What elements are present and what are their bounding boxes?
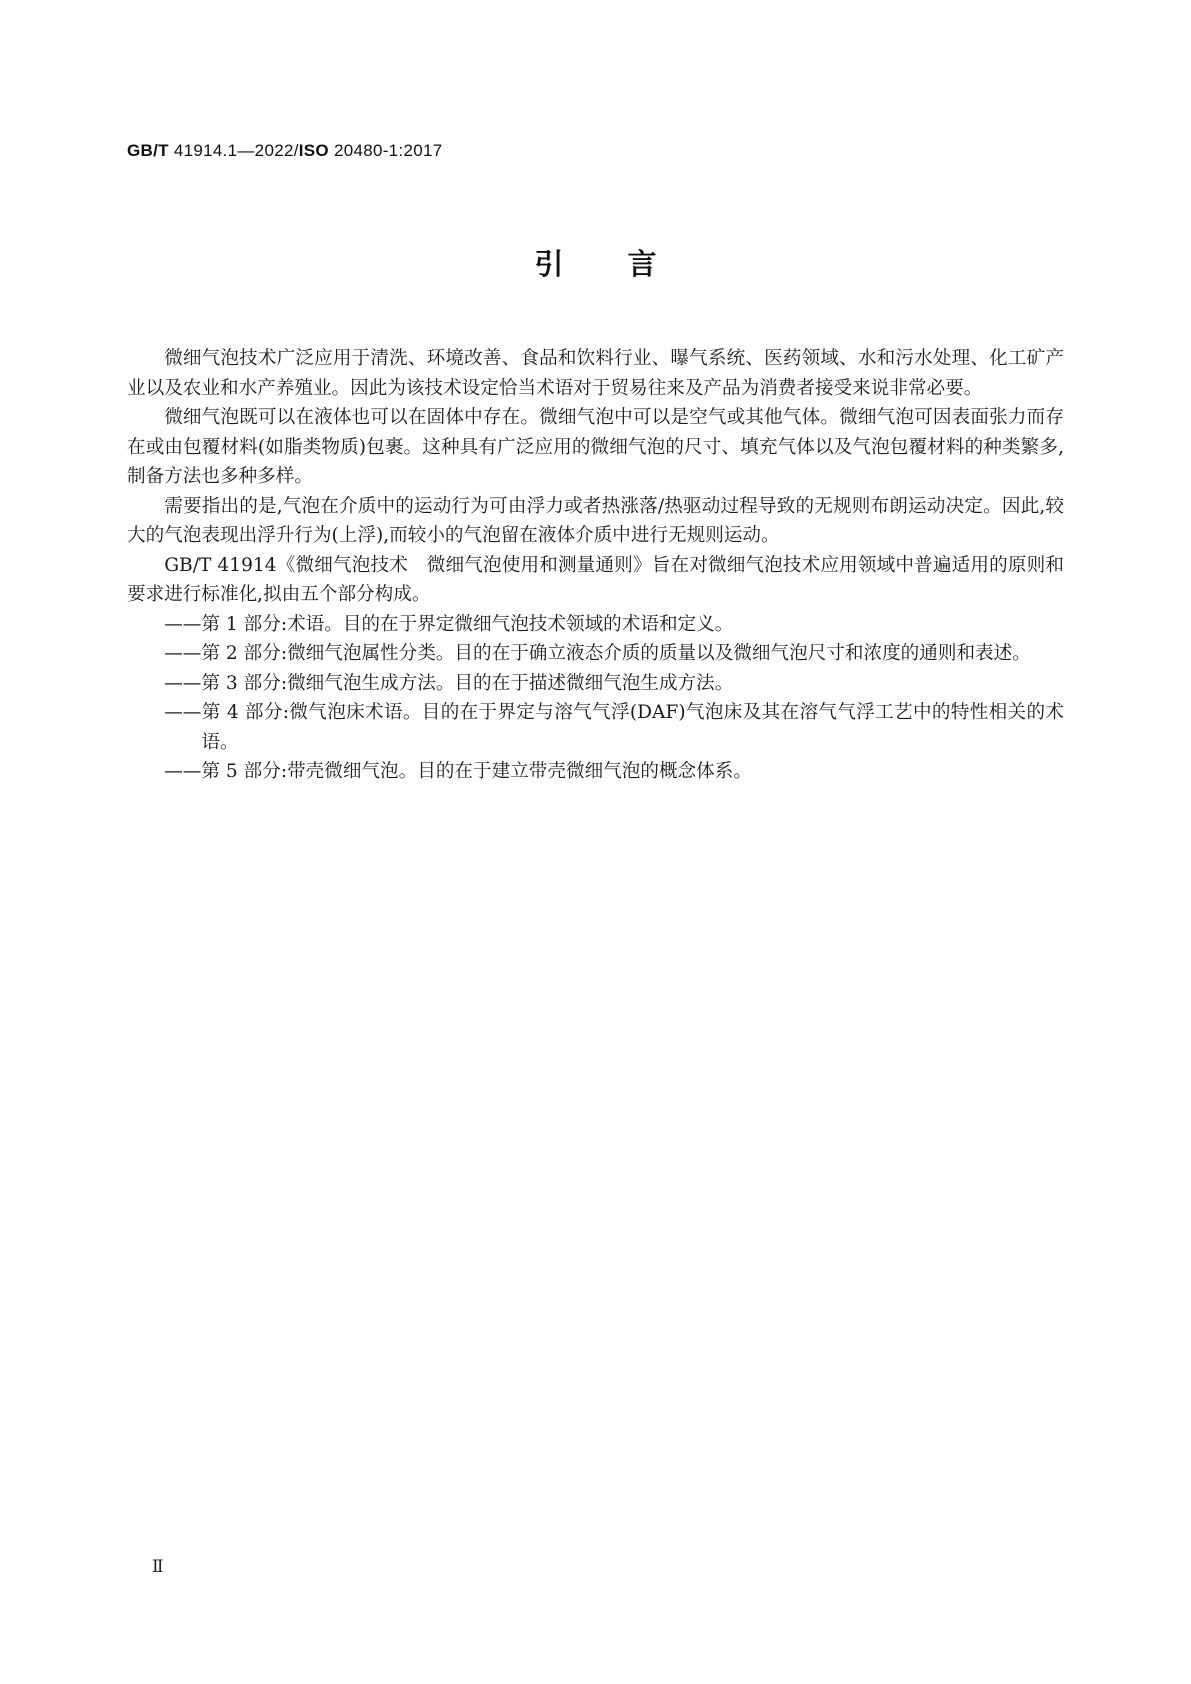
introduction-body — [127, 344, 1064, 787]
part-list-item: ——第 1 部分:术语。目的在于界定微细气泡技术领域的术语和定义。 — [164, 613, 734, 635]
part-list-item: ——第 4 部分:微气泡床术语。目的在于界定与溶气气浮(DAF)气泡床及其在溶气气浮工艺中的特性相关的术语。 — [164, 702, 1064, 753]
iso-number: 20480-1:2017 — [328, 141, 443, 160]
iso-prefix: ISO — [298, 141, 329, 160]
standard-number: 41914.1—2022/ — [168, 141, 299, 160]
document-header — [127, 141, 442, 161]
paragraph: 需要指出的是,气泡在介质中的运动行为可由浮力或者热涨落/热驱动过程导致的无规则布朗运动决定。因此,较大的气泡表现出浮升行为(上浮),而较小的气泡留在液体介质中进行无规则运动。 — [127, 495, 1064, 546]
part-list-item: ——第 3 部分:微细气泡生成方法。目的在于描述微细气泡生成方法。 — [164, 672, 734, 694]
paragraph: GB/T 41914《微细气泡技术 微细气泡使用和测量通则》旨在对微细气泡技术应用领域中普遍适用的原则和要求进行标准化,拟由五个部分构成。 — [127, 554, 1064, 605]
paragraph: 微细气泡技术广泛应用于清洗、环境改善、食品和饮料行业、曝气系统、医药领域、水和污水处理、化工矿产业以及农业和水产养殖业。因此为该技术设定恰当术语对于贸易往来及产品为消费者接受来说非常必要。 — [127, 348, 1064, 399]
part-list-item: ——第 5 部分:带壳微细气泡。目的在于建立带壳微细气泡的概念体系。 — [164, 761, 752, 782]
paragraph: 微细气泡既可以在液体也可以在固体中存在。微细气泡中可以是空气或其他气体。微细气泡可因表面张力而存在或由包覆材料(如脂类物质)包裹。这种具有广泛应用的微细气泡的尺寸、填充气体以及气泡包覆材料的种类繁多,制备方法也多种多样。 — [127, 407, 1064, 487]
part-list-item: ——第 2 部分:微细气泡属性分类。目的在于确立液态介质的质量以及微细气泡尺寸和浓度的通则和表述。 — [164, 643, 1031, 664]
section-title: 引言 — [534, 247, 721, 281]
standard-prefix: GB/T — [127, 141, 169, 160]
page-number: Ⅱ — [152, 1557, 164, 1577]
